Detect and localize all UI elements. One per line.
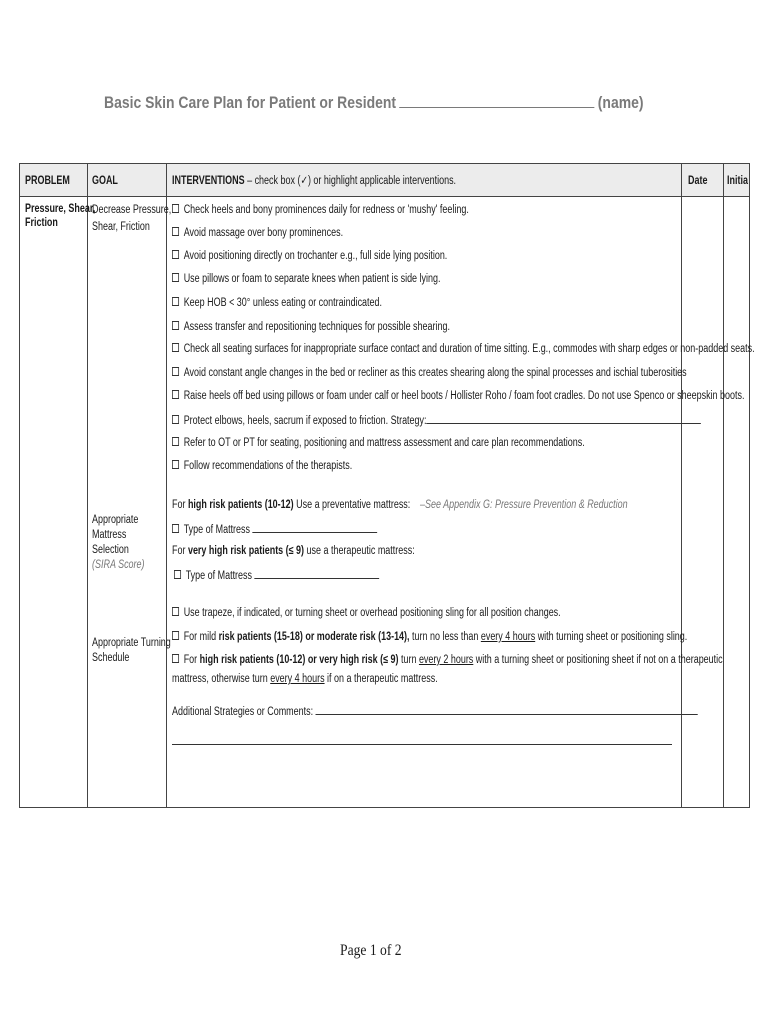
header-initial: Initia bbox=[727, 175, 748, 187]
header-divider bbox=[19, 196, 750, 197]
comments-field[interactable] bbox=[316, 703, 698, 715]
intervention-item[interactable]: Avoid constant angle changes in the bed or recliner as this creates shearing along the spinal processes and ischial tuberosities bbox=[172, 366, 770, 380]
checkbox[interactable] bbox=[174, 570, 181, 579]
mattress-type-field[interactable] bbox=[255, 567, 380, 579]
goal-decrease-pressure: Decrease Pressure, Shear, Friction bbox=[92, 204, 172, 233]
appendix-reference: –See Appendix G: Pressure Prevention & Reduction bbox=[420, 499, 628, 511]
intervention-item[interactable]: Use pillows or foam to separate knees when patient is side lying. bbox=[172, 272, 516, 286]
name-blank-line bbox=[399, 93, 594, 108]
intervention-item[interactable]: Assess transfer and repositioning techniques for possible shearing. bbox=[172, 320, 528, 334]
checkbox[interactable] bbox=[172, 343, 179, 352]
intervention-item[interactable]: Avoid positioning directly on trochanter e.g., full side lying position. bbox=[172, 249, 525, 263]
goal-mattress-selection: Appropriate Mattress Selection (SIRA Score) bbox=[92, 514, 145, 571]
column-divider bbox=[87, 163, 88, 808]
header-problem: PROBLEM bbox=[25, 175, 70, 187]
checkbox[interactable] bbox=[172, 367, 179, 376]
intervention-item[interactable]: Keep HOB < 30° unless eating or contraindicated. bbox=[172, 296, 441, 310]
intervention-item[interactable]: Avoid massage over bony prominences. bbox=[172, 226, 391, 240]
checkbox[interactable] bbox=[172, 524, 179, 533]
checkbox[interactable] bbox=[172, 607, 179, 616]
intervention-item[interactable]: Raise heels off bed using pillows or foam under calf or heel boots / Hollister Roho / foam foot cradles. Do not use Spenco or sheepskin boots. bbox=[172, 389, 770, 403]
header-interventions: INTERVENTIONS – check box (✓) or highlight applicable interventions. bbox=[172, 175, 457, 187]
intervention-item[interactable]: Refer to OT or PT for seating, positioning and mattress assessment and care plan recommendations. bbox=[172, 436, 701, 450]
header-goal: GOAL bbox=[92, 175, 118, 187]
comments-line[interactable] bbox=[172, 744, 672, 745]
page-number: Page 1 of 2 bbox=[340, 942, 402, 959]
checkbox[interactable] bbox=[172, 273, 179, 282]
mattress-high-risk-text: For high risk patients (10-12) Use a preventative mattress: bbox=[172, 499, 411, 511]
intervention-item[interactable]: Check all seating surfaces for inappropriate surface contact and duration of time sitting. E.g., commodes with sharp edges or non-padded seats. bbox=[172, 342, 770, 356]
checkbox[interactable] bbox=[172, 227, 179, 236]
checkbox[interactable] bbox=[172, 631, 179, 640]
turning-high-risk-item[interactable]: For high risk patients (10-12) or very high risk (≤ 9) turn every 2 hours with a turning sheet or positioning sheet if not on a therapeutic bbox=[172, 653, 770, 667]
intervention-item[interactable]: Protect elbows, heels, sacrum if exposed to friction. Strategy: bbox=[172, 412, 770, 428]
mattress-type-item[interactable]: Type of Mattress bbox=[174, 567, 437, 583]
checkbox[interactable] bbox=[172, 204, 179, 213]
checkbox[interactable] bbox=[172, 321, 179, 330]
checkbox[interactable] bbox=[172, 250, 179, 259]
turning-high-risk-continued: mattress, otherwise turn every 4 hours if on a therapeutic mattress. bbox=[172, 673, 438, 685]
mattress-type-item[interactable]: Type of Mattress bbox=[172, 521, 435, 537]
mattress-very-high-risk-text: For very high risk patients (≤ 9) use a therapeutic mattress: bbox=[172, 545, 415, 557]
checkbox[interactable] bbox=[172, 415, 179, 424]
checkbox[interactable] bbox=[172, 390, 179, 399]
turning-mild-risk-item[interactable]: For mild risk patients (15-18) or moderate risk (13-14), turn no less than every 4 hours with turning sheet or positioning sling. bbox=[172, 630, 770, 644]
mattress-type-field[interactable] bbox=[253, 521, 378, 533]
turning-trapeze-item[interactable]: Use trapeze, if indicated, or turning sheet or overhead positioning sling for all position changes. bbox=[172, 606, 670, 620]
column-divider bbox=[166, 163, 167, 808]
header-date: Date bbox=[688, 175, 708, 187]
checkbox[interactable] bbox=[172, 297, 179, 306]
page-title: Basic Skin Care Plan for Patient or Resident (name) bbox=[104, 93, 644, 112]
checkbox[interactable] bbox=[172, 654, 179, 663]
intervention-item[interactable]: Check heels and bony prominences daily for redness or 'mushy' feeling. bbox=[172, 203, 553, 217]
checkbox[interactable] bbox=[172, 437, 179, 446]
goal-turning-schedule: Appropriate Turning Schedule bbox=[92, 637, 171, 664]
additional-strategies: Additional Strategies or Comments: bbox=[172, 703, 770, 719]
intervention-item[interactable]: Follow recommendations of the therapists. bbox=[172, 459, 403, 473]
checkbox[interactable] bbox=[172, 460, 179, 469]
problem-label: Pressure, Shear, Friction bbox=[25, 203, 96, 229]
strategy-field[interactable] bbox=[426, 412, 701, 424]
